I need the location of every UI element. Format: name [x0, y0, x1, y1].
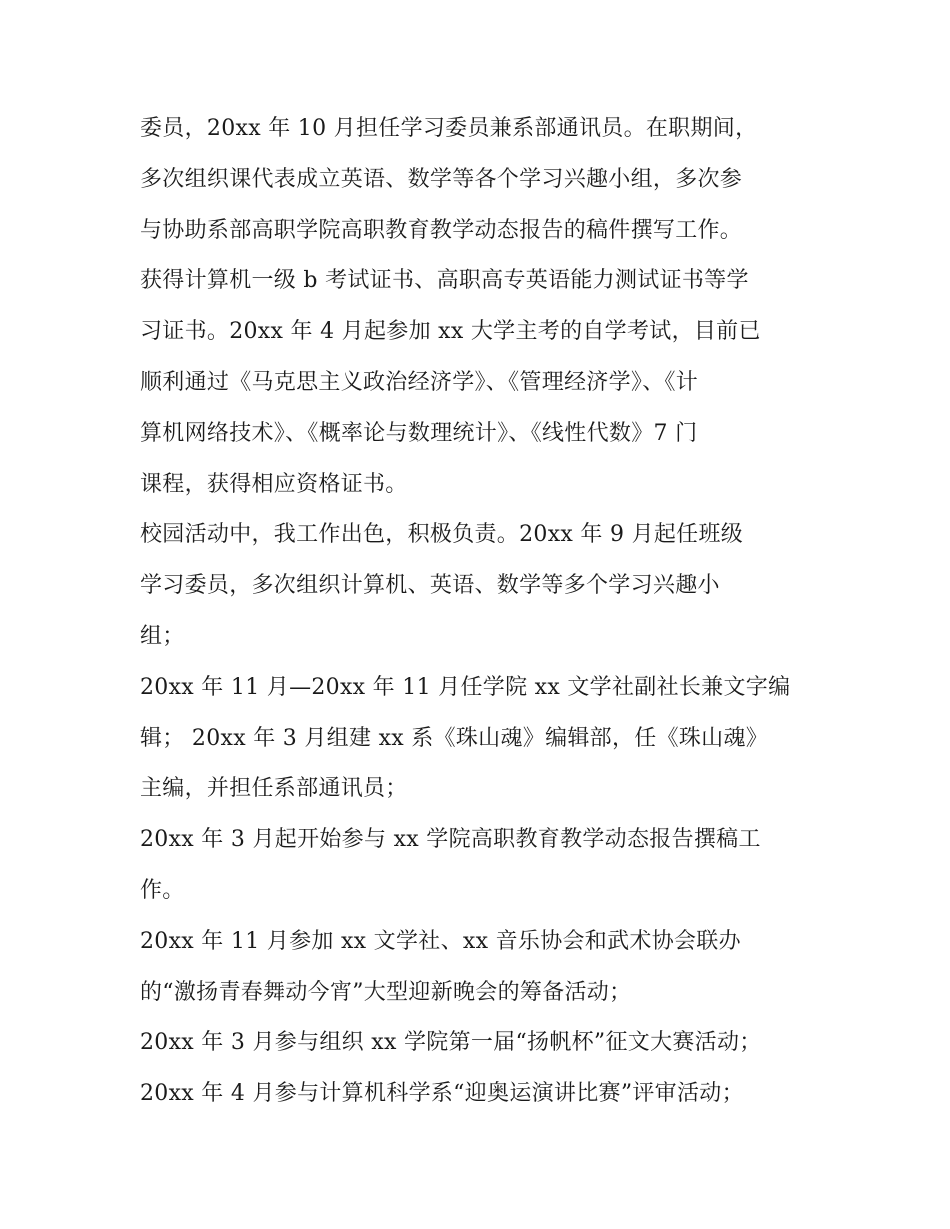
text-line-5: 习证书。20xx 年 4 月起参加 xx 大学主考的自学考试，目前已	[140, 319, 761, 345]
text-line-1: 委员，20xx 年 10 月担任学习委员兼系部通讯员。在职期间，	[140, 116, 758, 141]
text-line-7: 算机网络技术》、《概率论与数理统计》、《线性代数》7 门	[140, 420, 698, 446]
text-line-18: 的“激扬青春舞动今宵”大型迎新晚会的筹备活动；	[140, 979, 632, 1005]
text-line-13: 辑； 20xx 年 3 月组建 xx 系《珠山魂》编辑部，任《珠山魂》	[140, 725, 769, 751]
text-line-15: 20xx 年 3 月起开始参与 xx 学院高职教育教学动态报告撰稿工	[140, 827, 761, 853]
text-line-14: 主编，并担任系部通讯员；	[140, 776, 408, 802]
text-line-3: 与协助系部高职学院高职教育教学动态报告的稿件撰写工作。	[140, 217, 743, 243]
text-line-11: 组；	[140, 623, 185, 649]
text-line-8: 课程，获得相应资格证书。	[140, 471, 408, 497]
text-line-17: 20xx 年 11 月参加 xx 文学社、xx 音乐协会和武术协会联办	[140, 928, 741, 954]
text-line-2: 多次组织课代表成立英语、数学等各个学习兴趣小组，多次参	[140, 166, 743, 192]
text-line-12: 20xx 年 11 月—20xx 年 11 月任学院 xx 文学社副社长兼文字编	[140, 674, 791, 700]
text-line-16: 作。	[140, 877, 185, 903]
document-body	[140, 104, 820, 1120]
text-line-9: 校园活动中，我工作出色，积极负责。20xx 年 9 月起任班级	[140, 522, 744, 548]
text-line-6: 顺利通过《马克思主义政治经济学》、《管理经济学》、《计	[140, 369, 699, 395]
text-line-19: 20xx 年 3 月参与组织 xx 学院第一届“扬帆杯”征文大赛活动；	[140, 1030, 762, 1056]
text-line-20: 20xx 年 4 月参与计算机科学系“迎奥运演讲比赛”评审活动；	[140, 1081, 744, 1107]
text-line-10: 学习委员，多次组织计算机、英语、数学等多个学习兴趣小	[140, 573, 720, 599]
text-line-4: 获得计算机一级 b 考试证书、高职高专英语能力测试证书等学	[140, 268, 749, 294]
